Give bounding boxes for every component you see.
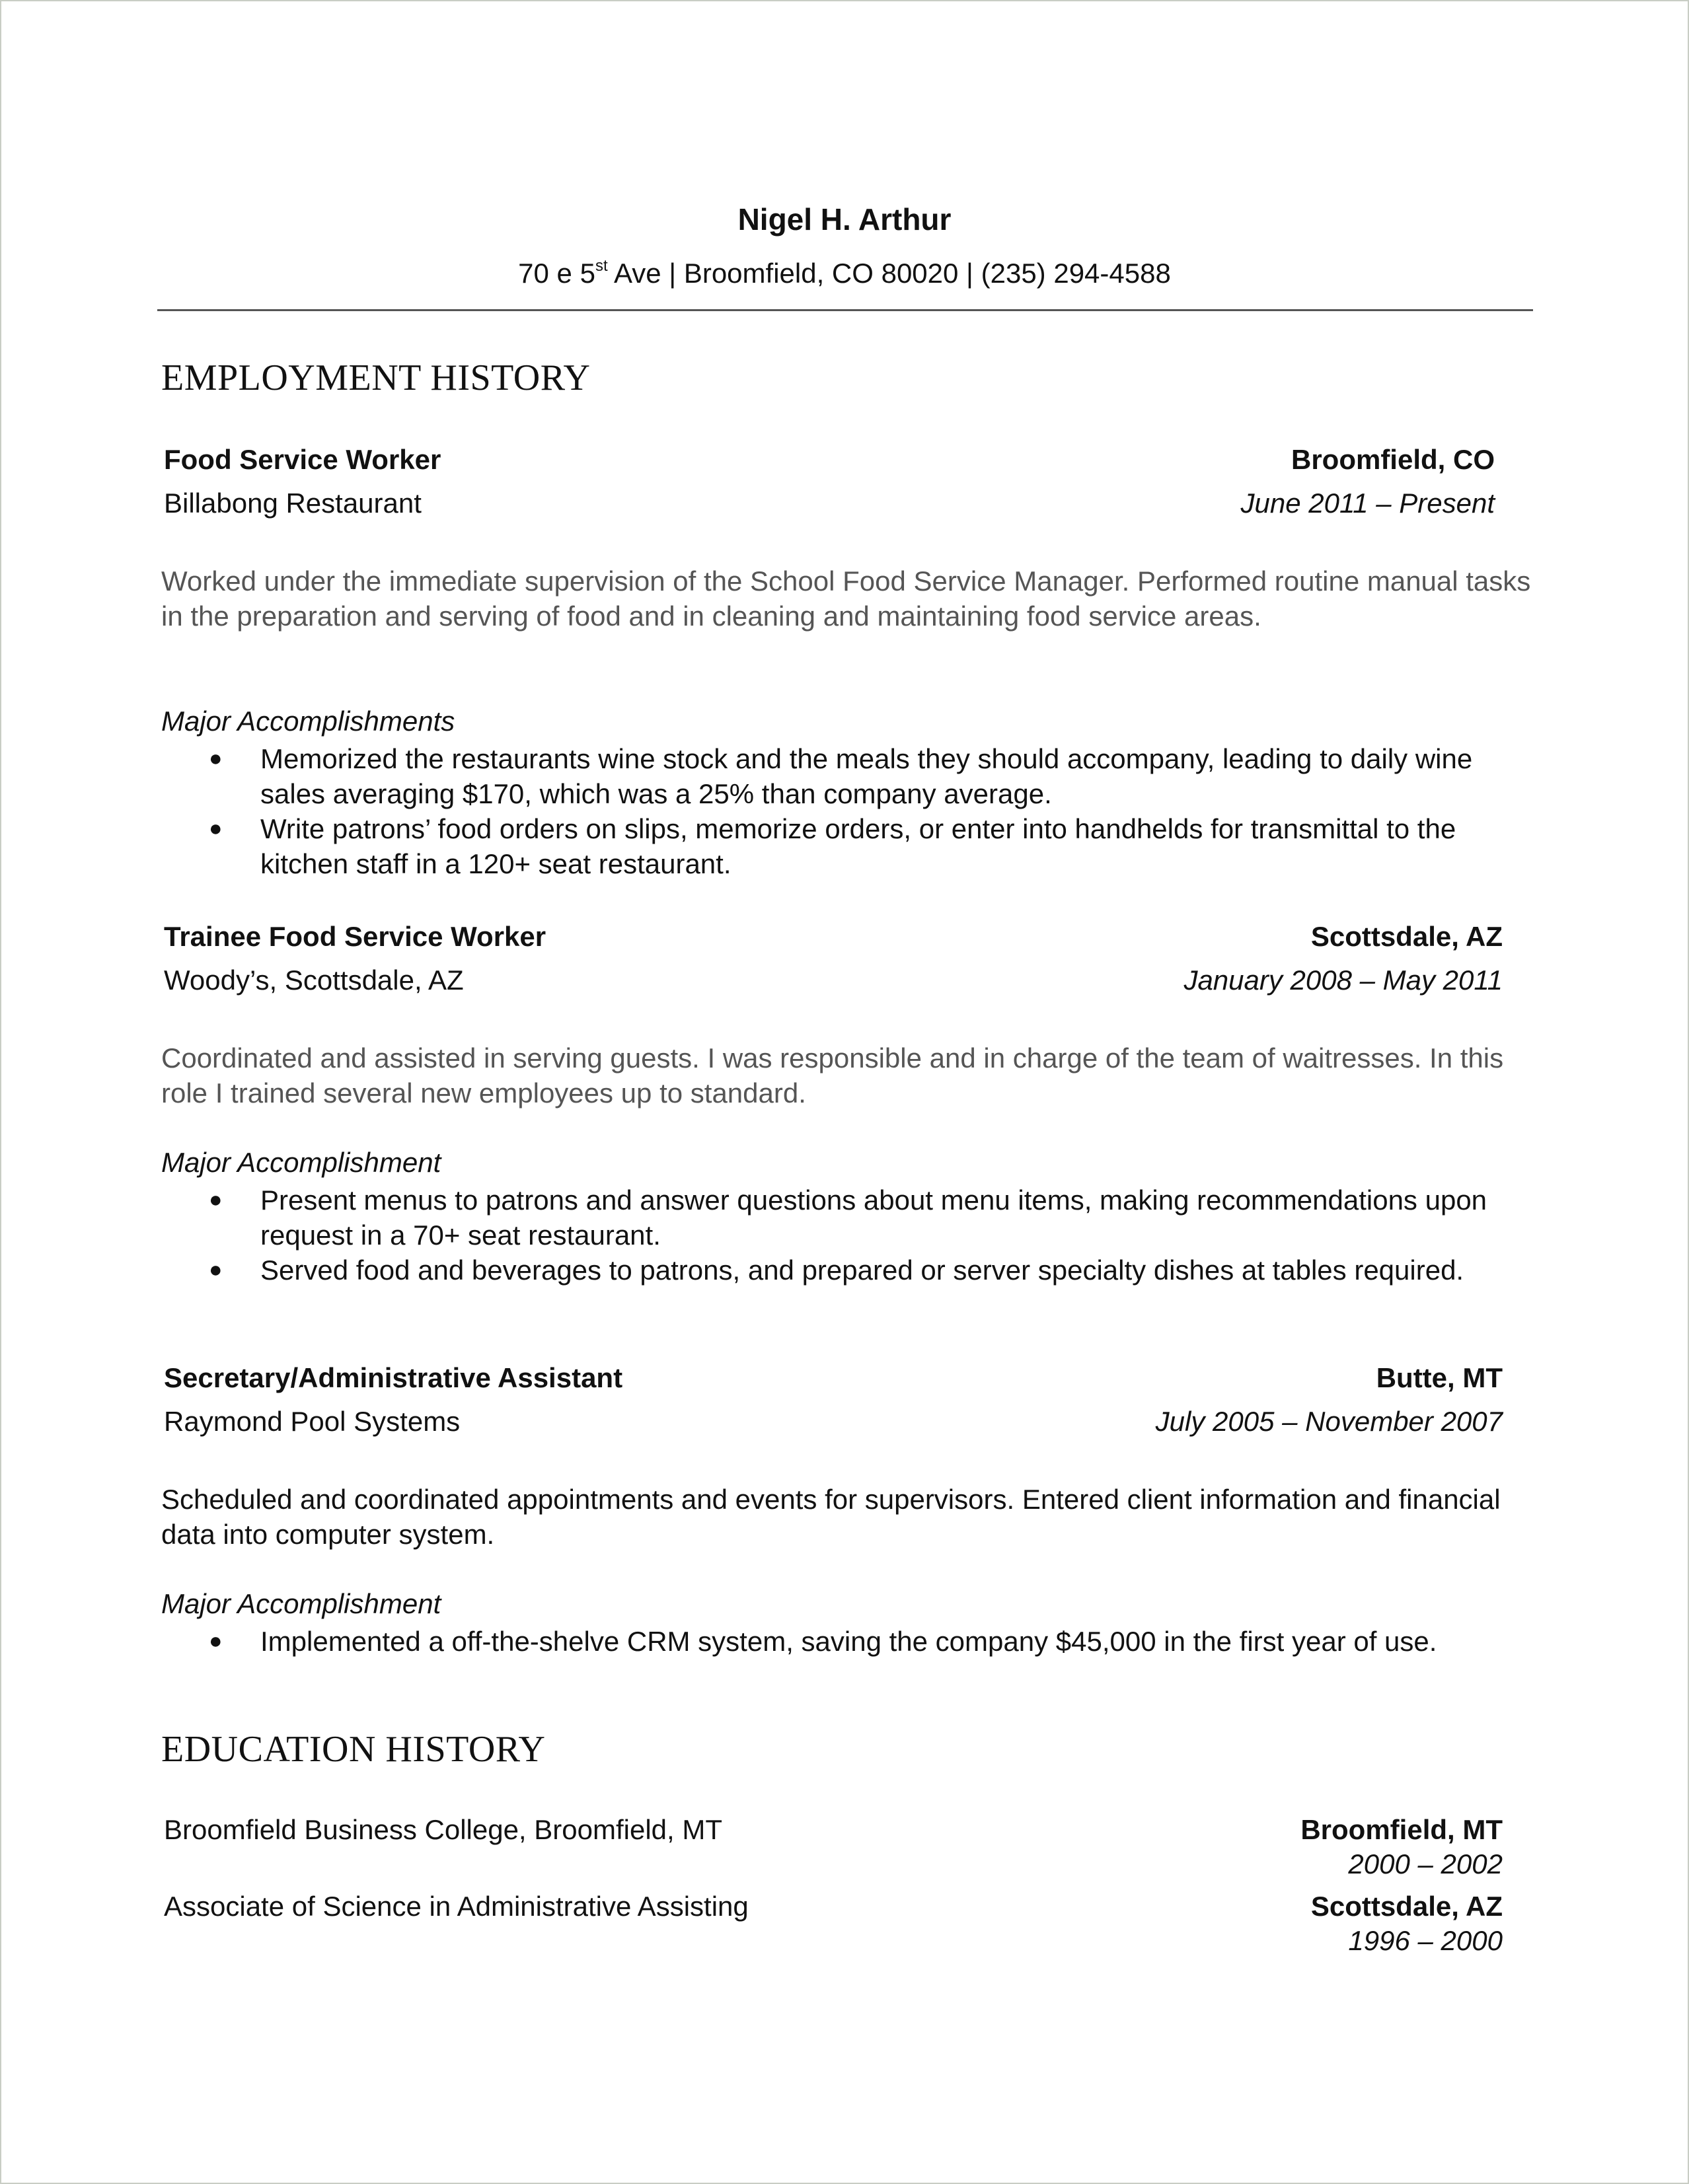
accomplishments-label: Major Accomplishments [161, 706, 455, 737]
education-location: Scottsdale, AZ [1310, 1891, 1503, 1922]
job-dates: January 2008 – May 2011 [1183, 965, 1503, 996]
bullet-icon: ● [209, 746, 223, 771]
accomplishment-item [161, 1253, 1536, 1288]
accomplishment-text: Memorized the restaurants wine stock and the meals they should accompany, leading to daily wine sales averaging $170, which was a 25% than company average. [260, 743, 1473, 809]
ordinal-suffix: st [595, 257, 608, 275]
job-dates: June 2011 – Present [1240, 488, 1495, 519]
job-company: Woody’s, Scottsdale, AZ [164, 965, 464, 996]
job-location: Broomfield, CO [1291, 444, 1495, 475]
job-description: Worked under the immediate supervision of the School Food Service Manager. Performed routine manual tasks in the preparation and serving of food and in cleaning and maintaining food service areas. [161, 565, 1531, 632]
accomplishment-item [161, 1183, 1536, 1253]
education-location: Broomfield, MT [1300, 1814, 1503, 1845]
job-location: Butte, MT [1376, 1362, 1503, 1393]
accomplishments-label: Major Accomplishment [161, 1588, 441, 1619]
accomplishment-text: Served food and beverages to patrons, and prepared or server specialty dishes at tables required. [260, 1255, 1464, 1286]
job-company: Billabong Restaurant [164, 488, 422, 519]
header-divider [157, 309, 1533, 311]
bullet-icon: ● [209, 1187, 223, 1212]
employment-heading: EMPLOYMENT HISTORY [161, 357, 591, 398]
accomplishment-list [161, 1183, 1536, 1288]
education-heading: EDUCATION HISTORY [161, 1729, 546, 1770]
accomplishment-text: Write patrons’ food orders on slips, memorize orders, or enter into handhelds for transmittal to the kitchen staff in a 120+ seat restaurant. [260, 813, 1456, 879]
job-dates: July 2005 – November 2007 [1155, 1406, 1503, 1437]
job-location: Scottsdale, AZ [1310, 921, 1503, 952]
job-title: Secretary/Administrative Assistant [164, 1362, 623, 1393]
accomplishment-list [161, 1624, 1536, 1659]
job-company: Raymond Pool Systems [164, 1406, 461, 1437]
job-description: Coordinated and assisted in serving guests. I was responsible and in charge of the team of waitresses. In this role I trained several new employees up to standard. [161, 1042, 1504, 1109]
job-title: Trainee Food Service Worker [164, 921, 546, 952]
contact-line [0, 258, 1689, 289]
bullet-icon: ● [209, 816, 223, 841]
accomplishment-text: Present menus to patrons and answer questions about menu items, making recommendations upon request in a 70+ seat restaurant. [260, 1184, 1487, 1251]
bullet-icon: ● [209, 1628, 223, 1654]
education-name: Broomfield Business College, Broomfield, MT [164, 1814, 723, 1845]
education-dates: 1996 – 2000 [1348, 1925, 1503, 1956]
contact-rest: Ave | Broomfield, CO 80020 | (235) 294-4588 [607, 258, 1171, 289]
contact-address-start: 70 e 5 [518, 258, 595, 289]
job-title: Food Service Worker [164, 444, 441, 475]
candidate-name: Nigel H. Arthur [737, 202, 952, 237]
accomplishment-list [161, 741, 1536, 881]
accomplishments-label: Major Accomplishment [161, 1147, 441, 1178]
bullet-icon: ● [209, 1257, 223, 1282]
education-dates: 2000 – 2002 [1348, 1848, 1503, 1879]
accomplishment-item [161, 811, 1536, 881]
accomplishment-item [161, 741, 1536, 811]
accomplishment-text: Implemented a off-the-shelve CRM system, saving the company $45,000 in the first year of use. [260, 1626, 1437, 1657]
accomplishment-item [161, 1624, 1536, 1659]
education-name: Associate of Science in Administrative Assisting [164, 1891, 749, 1922]
job-description: Scheduled and coordinated appointments and events for supervisors. Entered client information and financial data into computer system. [161, 1484, 1501, 1550]
